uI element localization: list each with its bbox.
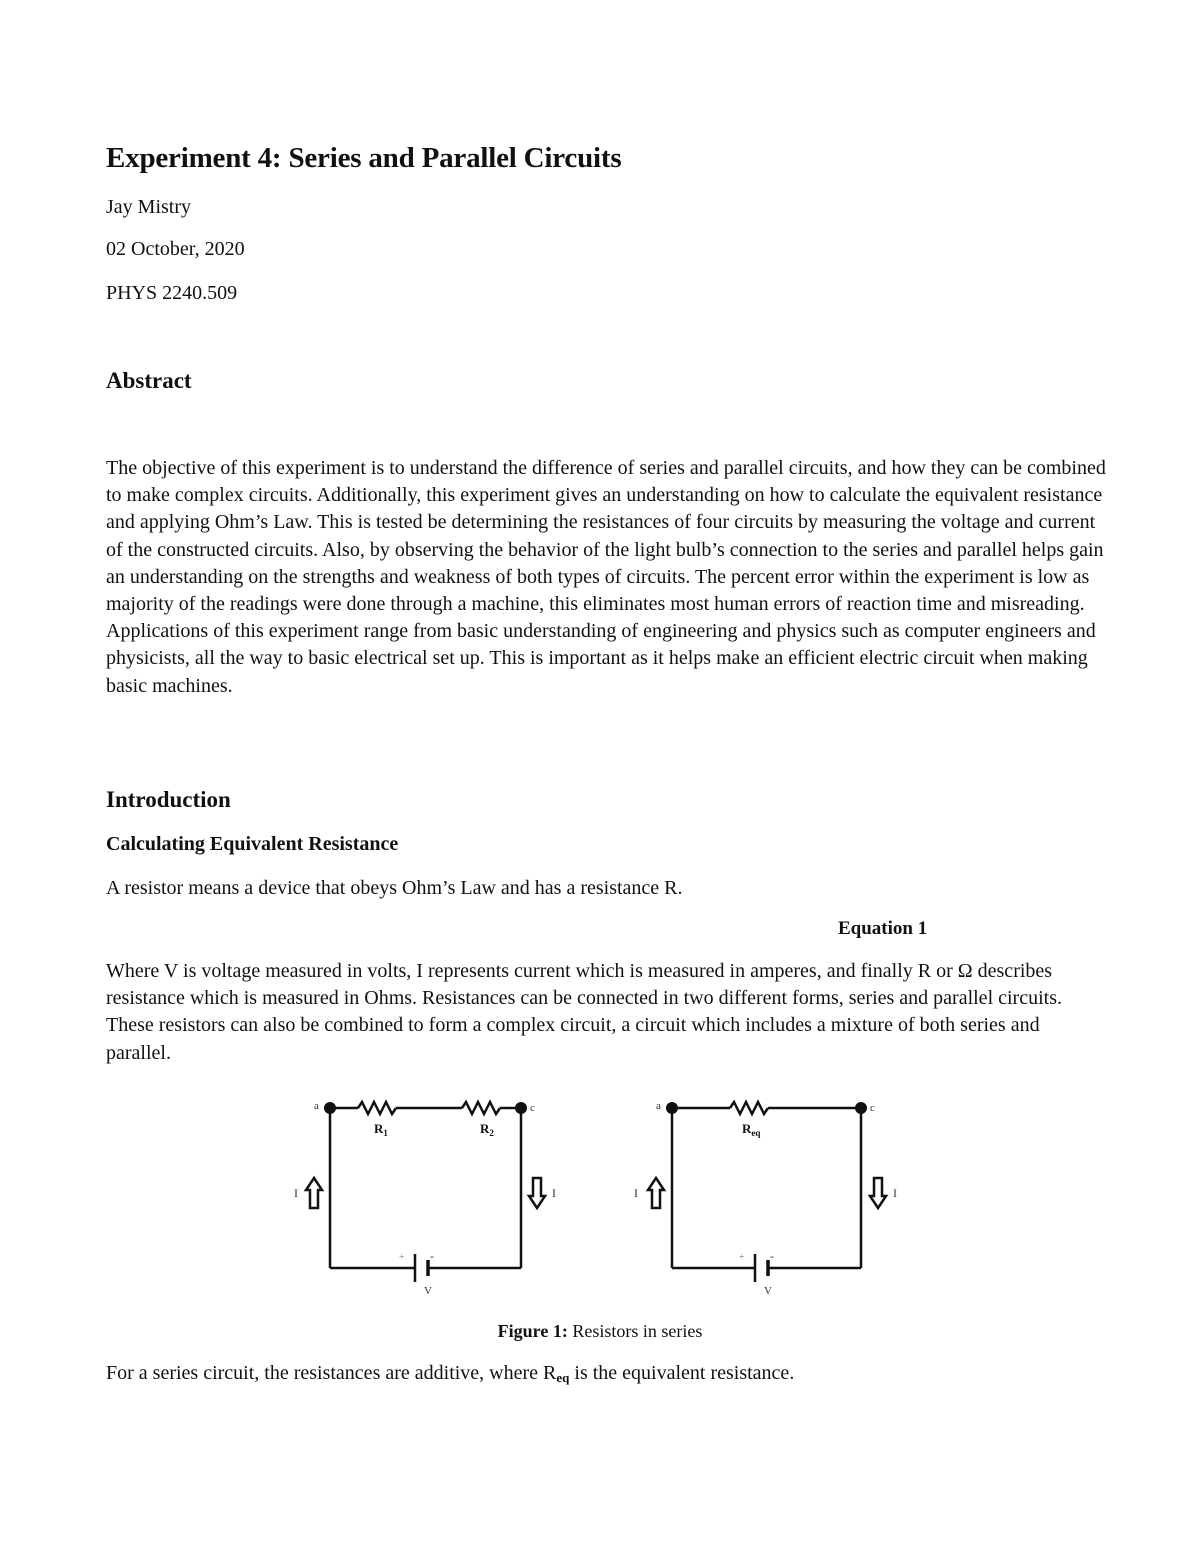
node-c-dot [515, 1102, 527, 1114]
current-arrow-down-icon [870, 1178, 886, 1208]
voltage-label: V [764, 1285, 772, 1297]
node-a-dot [666, 1102, 678, 1114]
abstract-paragraph: The objective of this experiment is to understand the difference of series and parallel circuits, and how they can be combined to make complex circuits. Additionally, this experiment gives an understanding on how to calculate the equivalent resistance and applying Ohm’s Law. This is tested be determining the resistances of four circuits by measuring the voltage and current of the constructed circuits. Also, by observing the behavior of the light bulb’s connection to the series and parallel helps gain an understanding on the strengths and weakness of both types of circuits. The percent error within the experiment is low as majority of the readings were done through a machine, this eliminates most human errors of reaction time and misreading. Applications of this experiment range from basic understanding of engineering and physics such as computer engineers and physicists, all the way to basic electrical set up. This is important as it helps make an efficient electric circuit when making basic machines. [106, 457, 1106, 697]
r2-label: $R_2$ [480, 1121, 494, 1138]
node-c-label: c [530, 1102, 535, 1114]
resistor-r1 [358, 1102, 396, 1114]
author-name: Jay Mistry [106, 196, 191, 218]
current-arrow-down-icon [529, 1178, 545, 1208]
figure-1-caption-label: Figure 1: [497, 1321, 568, 1341]
equivalent-resistance-subheading: Calculating Equivalent Resistance [106, 833, 399, 855]
document-title: Experiment 4: Series and Parallel Circuits [106, 142, 622, 174]
battery-minus-label: - [770, 1249, 774, 1263]
resistor-req [730, 1102, 768, 1114]
node-a-label: a [656, 1100, 661, 1112]
report-date: 02 October, 2020 [106, 238, 245, 260]
current-label-left: I [294, 1186, 298, 1200]
node-a-label: a [314, 1100, 319, 1112]
current-label-right: I [552, 1186, 556, 1200]
equivalent-circuit-diagram [630, 1092, 920, 1302]
equation-1-label: Equation 1 [838, 918, 928, 939]
node-c-label: c [870, 1102, 875, 1114]
req-label: $R_{eq}$ [742, 1121, 761, 1138]
battery-plus-label: + [399, 1252, 405, 1263]
current-label-left: I [634, 1186, 638, 1200]
battery-plus-label: + [739, 1252, 745, 1263]
series-circuit-diagram [290, 1092, 580, 1302]
resistor-definition: A resistor means a device that obeys Ohm’s Law and has a resistance R. [106, 877, 683, 899]
abstract-heading: Abstract [106, 368, 192, 393]
figure-1-caption-text: Resistors in series [567, 1321, 703, 1341]
intro-paragraph: Where V is voltage measured in volts, I represents current which is measured in amperes, and finally R or Ω describes resistance which is measured in Ohms. Resistances can be connected in two different forms, series and parallel circuits. These resistors can also be combined to form a complex circuit, a circuit which includes a mixture of both series and parallel. [106, 960, 1062, 1064]
voltage-label: V [424, 1285, 432, 1297]
r1-label: $R_1$ [374, 1121, 388, 1138]
node-a-dot [324, 1102, 336, 1114]
current-arrow-up-icon [648, 1178, 664, 1208]
introduction-heading: Introduction [106, 787, 231, 812]
battery-minus-label: - [430, 1249, 434, 1263]
course-code: PHYS 2240.509 [106, 282, 238, 304]
resistor-r2 [462, 1102, 500, 1114]
figure-1-caption [0, 1321, 1200, 1342]
current-arrow-up-icon [306, 1178, 322, 1208]
node-c-dot [855, 1102, 867, 1114]
current-label-right: I [893, 1186, 897, 1200]
series-resistance-text: For a series circuit, the resistances are additive, where $R_{eq}$ is the equivalent resistance. [106, 1362, 795, 1385]
